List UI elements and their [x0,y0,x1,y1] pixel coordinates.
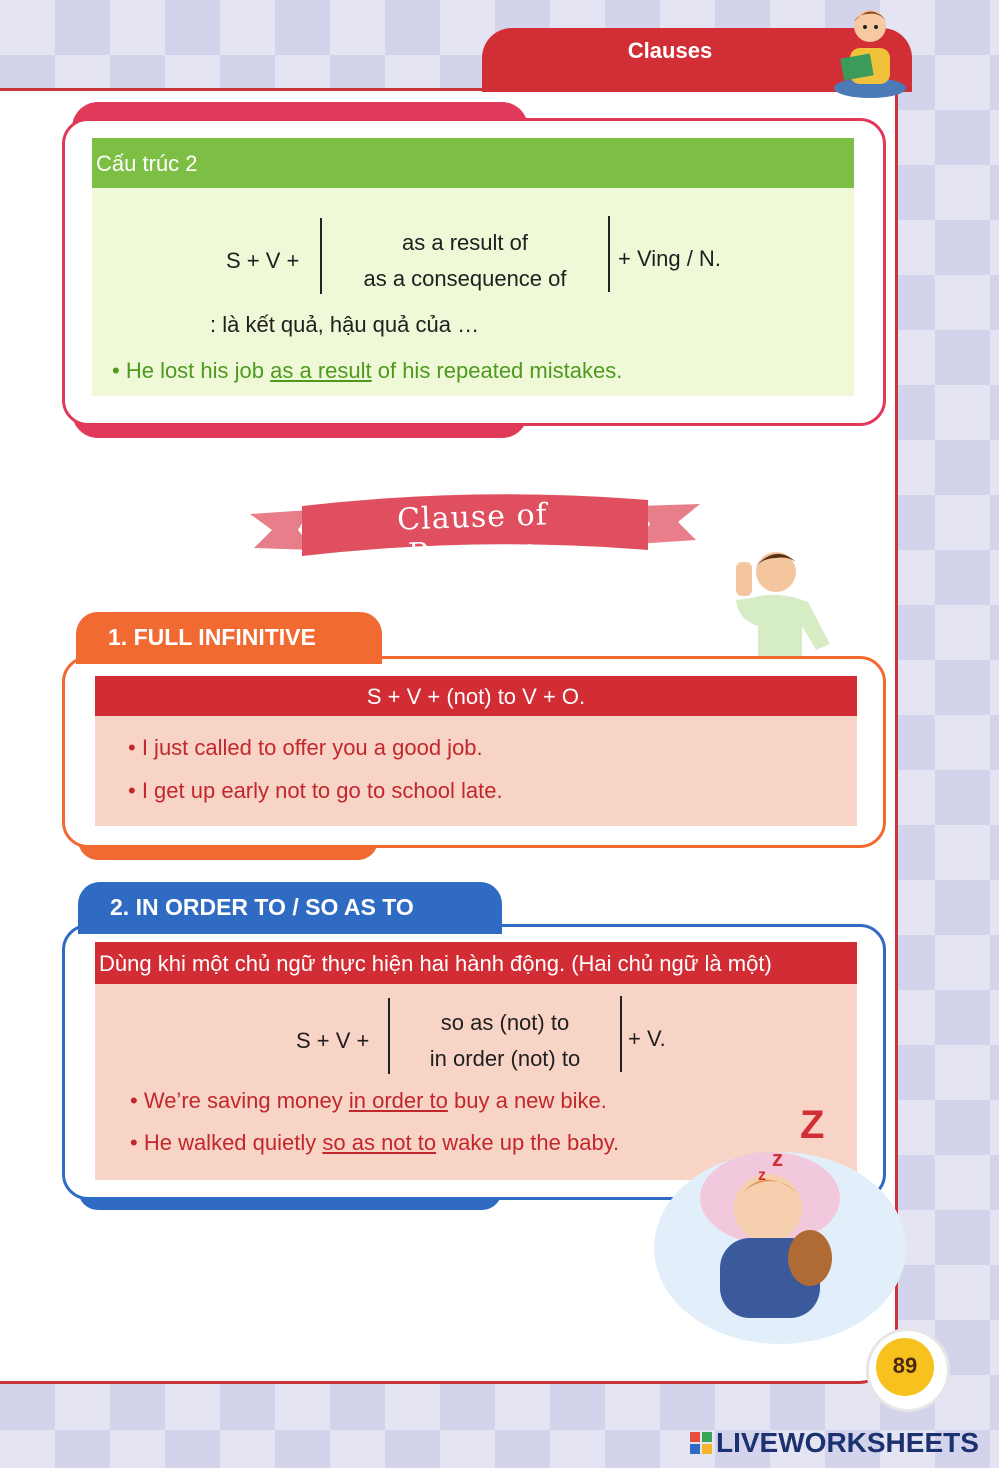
structure-option-1: as a result of [402,230,528,255]
section1-example-1: • I just called to offer you a good job. [128,735,483,760]
section2-note: Dùng khi một chủ ngữ thực hiện hai hành động. (Hai chủ ngữ là một) [99,951,772,976]
section2-bracket-left [388,998,390,1074]
bullet-icon: • [128,778,142,803]
structure-right: + Ving / N. [618,246,721,271]
section1-tab-label: 1. FULL INFINITIVE [108,624,316,650]
section2-option-2: in order (not) to [429,1046,581,1071]
section1-body [95,716,857,826]
structure-option-2: as a consequence of [363,266,567,291]
key-phrase: so as not to [322,1130,437,1155]
bullet-icon: • [128,735,142,760]
section2-left: S + V + [296,1028,370,1053]
section1-example-2: • I get up early not to go to school late. [128,778,503,803]
section2-tab-label: 2. IN ORDER TO / SO AS TO [110,894,414,920]
structure-example: • He lost his job as a result of his repeated mistakes. [112,358,623,383]
section2-bracket-right [620,996,622,1072]
section1-formula: S + V + (not) to V + O. [366,684,586,709]
section1-formula-bar [95,676,857,716]
structure-title: Cấu trúc 2 [96,151,198,176]
sleeping-baby-illustration [650,1108,910,1348]
svg-text:z: z [772,1146,783,1171]
bullet-icon: • [130,1130,144,1155]
section2-right: + V. [628,1026,666,1051]
svg-text:Z: Z [800,1108,825,1147]
header-title: Clauses [627,38,713,63]
section2-example-1: • We’re saving money in order to buy a new bike. [130,1088,607,1113]
structure-meaning: : là kết quả, hậu quả của … [210,312,480,337]
key-phrase: in order to [348,1088,448,1113]
section2-note-bar [95,942,857,984]
page-number: 89 [892,1353,918,1378]
section1-tab [76,612,382,664]
ribbon-title: Clause of Purpose [396,497,549,573]
bullet-icon: • [130,1088,144,1113]
structure-left: S + V + [226,248,300,273]
liveworksheets-logo-icon [690,1432,712,1454]
structure-title-bar [92,138,854,188]
reading-boy-illustration [828,0,912,100]
key-phrase: as a result [270,358,372,383]
bullet-icon: • [112,358,126,383]
section2-option-1: so as (not) to [440,1010,570,1035]
section2-tab [78,882,502,934]
bracket-right [608,216,610,292]
bracket-left [320,218,322,294]
section2-example-2: • He walked quietly so as not to wake up the baby. [130,1130,620,1155]
svg-text:z: z [758,1167,766,1184]
watermark-text: LIVEWORKSHEETS [716,1427,979,1458]
